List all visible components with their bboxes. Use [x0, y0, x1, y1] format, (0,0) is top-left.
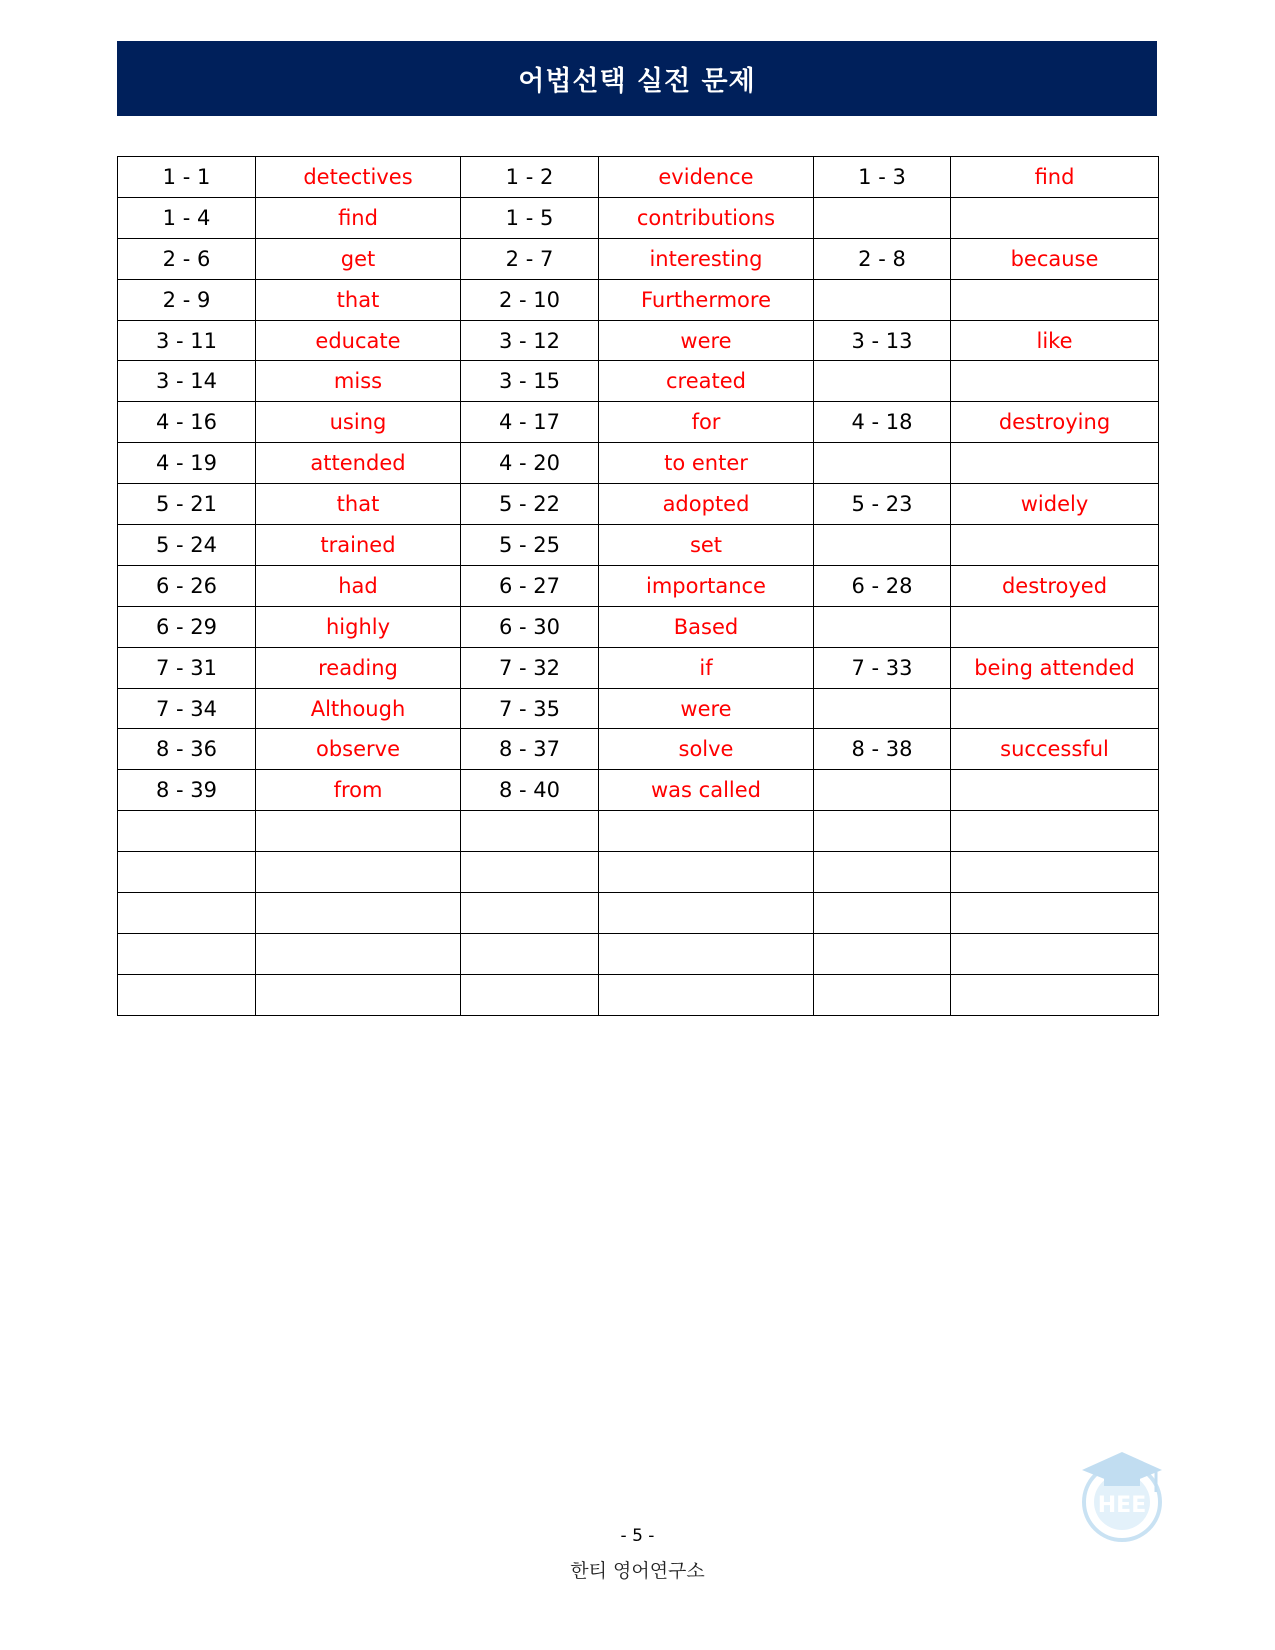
table-row: [118, 443, 1159, 484]
question-number-cell: [814, 688, 951, 729]
answer-cell: Although: [256, 688, 461, 729]
question-number-cell: [461, 852, 599, 893]
question-number-cell: [118, 974, 256, 1015]
question-number-cell: 6 - 28: [814, 565, 951, 606]
table-row: [118, 729, 1159, 770]
question-number-cell: 4 - 19: [118, 443, 256, 484]
question-number-cell: 8 - 39: [118, 770, 256, 811]
answer-cell: [256, 811, 461, 852]
question-number-cell: 3 - 13: [814, 320, 951, 361]
answer-cell: [951, 852, 1159, 893]
question-number-cell: 5 - 21: [118, 484, 256, 525]
table-row: [118, 974, 1159, 1015]
question-number-cell: [814, 893, 951, 934]
question-number-cell: 2 - 8: [814, 238, 951, 279]
answer-cell: trained: [256, 525, 461, 566]
question-number-cell: [461, 933, 599, 974]
answer-cell: [599, 893, 814, 934]
answer-cell: to enter: [599, 443, 814, 484]
table-row: [118, 238, 1159, 279]
answer-cell: attended: [256, 443, 461, 484]
answer-cell: because: [951, 238, 1159, 279]
question-number-cell: 2 - 6: [118, 238, 256, 279]
answer-cell: get: [256, 238, 461, 279]
question-number-cell: 1 - 4: [118, 197, 256, 238]
question-number-cell: 5 - 23: [814, 484, 951, 525]
answer-cell: highly: [256, 606, 461, 647]
question-number-cell: [118, 852, 256, 893]
answer-cell: find: [256, 197, 461, 238]
answer-cell: miss: [256, 361, 461, 402]
question-number-cell: 1 - 1: [118, 157, 256, 198]
answer-cell: [951, 974, 1159, 1015]
question-number-cell: 4 - 16: [118, 402, 256, 443]
question-number-cell: [118, 893, 256, 934]
answer-cell: [951, 770, 1159, 811]
table-row: [118, 770, 1159, 811]
answer-cell: evidence: [599, 157, 814, 198]
answer-cell: were: [599, 320, 814, 361]
question-number-cell: 7 - 32: [461, 647, 599, 688]
question-number-cell: 5 - 25: [461, 525, 599, 566]
question-number-cell: 7 - 34: [118, 688, 256, 729]
question-number-cell: 1 - 2: [461, 157, 599, 198]
question-number-cell: 8 - 40: [461, 770, 599, 811]
question-number-cell: 2 - 7: [461, 238, 599, 279]
answer-cell: [256, 933, 461, 974]
table-row: [118, 893, 1159, 934]
question-number-cell: 2 - 10: [461, 279, 599, 320]
question-number-cell: 3 - 14: [118, 361, 256, 402]
question-number-cell: 4 - 20: [461, 443, 599, 484]
answer-cell: find: [951, 157, 1159, 198]
answer-cell: [951, 361, 1159, 402]
answer-cell: had: [256, 565, 461, 606]
question-number-cell: 5 - 22: [461, 484, 599, 525]
answer-cell: that: [256, 484, 461, 525]
question-number-cell: [461, 811, 599, 852]
answer-cell: contributions: [599, 197, 814, 238]
question-number-cell: 3 - 12: [461, 320, 599, 361]
question-number-cell: [814, 525, 951, 566]
answer-cell: detectives: [256, 157, 461, 198]
table-row: [118, 933, 1159, 974]
table-row: [118, 157, 1159, 198]
logo-text: HEE: [1097, 1493, 1147, 1518]
question-number-cell: 6 - 27: [461, 565, 599, 606]
answer-cell: [951, 197, 1159, 238]
answer-cell: created: [599, 361, 814, 402]
table-row: [118, 852, 1159, 893]
answer-cell: importance: [599, 565, 814, 606]
answer-cell: observe: [256, 729, 461, 770]
table-row: [118, 525, 1159, 566]
answer-cell: [951, 688, 1159, 729]
answer-table-body: [118, 157, 1159, 1016]
answer-cell: successful: [951, 729, 1159, 770]
question-number-cell: 7 - 33: [814, 647, 951, 688]
table-row: [118, 811, 1159, 852]
question-number-cell: [118, 811, 256, 852]
answer-cell: solve: [599, 729, 814, 770]
question-number-cell: [814, 770, 951, 811]
question-number-cell: 8 - 36: [118, 729, 256, 770]
question-number-cell: [814, 197, 951, 238]
table-row: [118, 647, 1159, 688]
table-row: [118, 565, 1159, 606]
answer-cell: [599, 933, 814, 974]
answer-cell: that: [256, 279, 461, 320]
question-number-cell: 2 - 9: [118, 279, 256, 320]
answer-cell: [256, 974, 461, 1015]
answer-cell: [256, 852, 461, 893]
question-number-cell: 7 - 31: [118, 647, 256, 688]
answer-cell: adopted: [599, 484, 814, 525]
answer-cell: [599, 852, 814, 893]
answer-cell: [951, 893, 1159, 934]
question-number-cell: [814, 974, 951, 1015]
answer-cell: being attended: [951, 647, 1159, 688]
organization-name: 한티 영어연구소: [570, 1560, 705, 1582]
answer-cell: set: [599, 525, 814, 566]
answer-cell: was called: [599, 770, 814, 811]
question-number-cell: [814, 443, 951, 484]
table-row: [118, 606, 1159, 647]
page-number: - 5 -: [620, 1526, 655, 1546]
question-number-cell: 8 - 37: [461, 729, 599, 770]
page-title-text: 어법선택 실전 문제: [518, 66, 756, 97]
question-number-cell: [814, 361, 951, 402]
table-row: [118, 361, 1159, 402]
question-number-cell: [814, 811, 951, 852]
question-number-cell: 3 - 15: [461, 361, 599, 402]
answer-cell: [256, 893, 461, 934]
answer-cell: [951, 606, 1159, 647]
answer-cell: destroyed: [951, 565, 1159, 606]
answer-cell: Furthermore: [599, 279, 814, 320]
answer-cell: [951, 443, 1159, 484]
answer-cell: [599, 811, 814, 852]
question-number-cell: 4 - 18: [814, 402, 951, 443]
question-number-cell: 4 - 17: [461, 402, 599, 443]
table-row: [118, 688, 1159, 729]
question-number-cell: 1 - 5: [461, 197, 599, 238]
answer-cell: Based: [599, 606, 814, 647]
answer-cell: for: [599, 402, 814, 443]
answer-cell: educate: [256, 320, 461, 361]
answer-cell: reading: [256, 647, 461, 688]
answer-cell: [951, 525, 1159, 566]
answer-cell: [951, 279, 1159, 320]
answer-cell: interesting: [599, 238, 814, 279]
question-number-cell: 7 - 35: [461, 688, 599, 729]
question-number-cell: [118, 933, 256, 974]
question-number-cell: 6 - 30: [461, 606, 599, 647]
table-row: [118, 197, 1159, 238]
page-title: [117, 41, 1157, 116]
answer-cell: [951, 811, 1159, 852]
question-number-cell: [814, 933, 951, 974]
table-row: [118, 402, 1159, 443]
question-number-cell: 5 - 24: [118, 525, 256, 566]
answer-cell: [951, 933, 1159, 974]
table-row: [118, 320, 1159, 361]
question-number-cell: [814, 852, 951, 893]
answer-cell: from: [256, 770, 461, 811]
question-number-cell: 1 - 3: [814, 157, 951, 198]
answer-cell: destroying: [951, 402, 1159, 443]
question-number-cell: [461, 893, 599, 934]
answer-cell: [599, 974, 814, 1015]
answer-table: [117, 156, 1159, 1016]
answer-cell: widely: [951, 484, 1159, 525]
question-number-cell: 6 - 29: [118, 606, 256, 647]
question-number-cell: 3 - 11: [118, 320, 256, 361]
table-row: [118, 484, 1159, 525]
question-number-cell: 8 - 38: [814, 729, 951, 770]
answer-cell: like: [951, 320, 1159, 361]
question-number-cell: [461, 974, 599, 1015]
table-row: [118, 279, 1159, 320]
question-number-cell: 6 - 26: [118, 565, 256, 606]
answer-cell: were: [599, 688, 814, 729]
question-number-cell: [814, 279, 951, 320]
answer-cell: using: [256, 402, 461, 443]
question-number-cell: [814, 606, 951, 647]
answer-cell: if: [599, 647, 814, 688]
